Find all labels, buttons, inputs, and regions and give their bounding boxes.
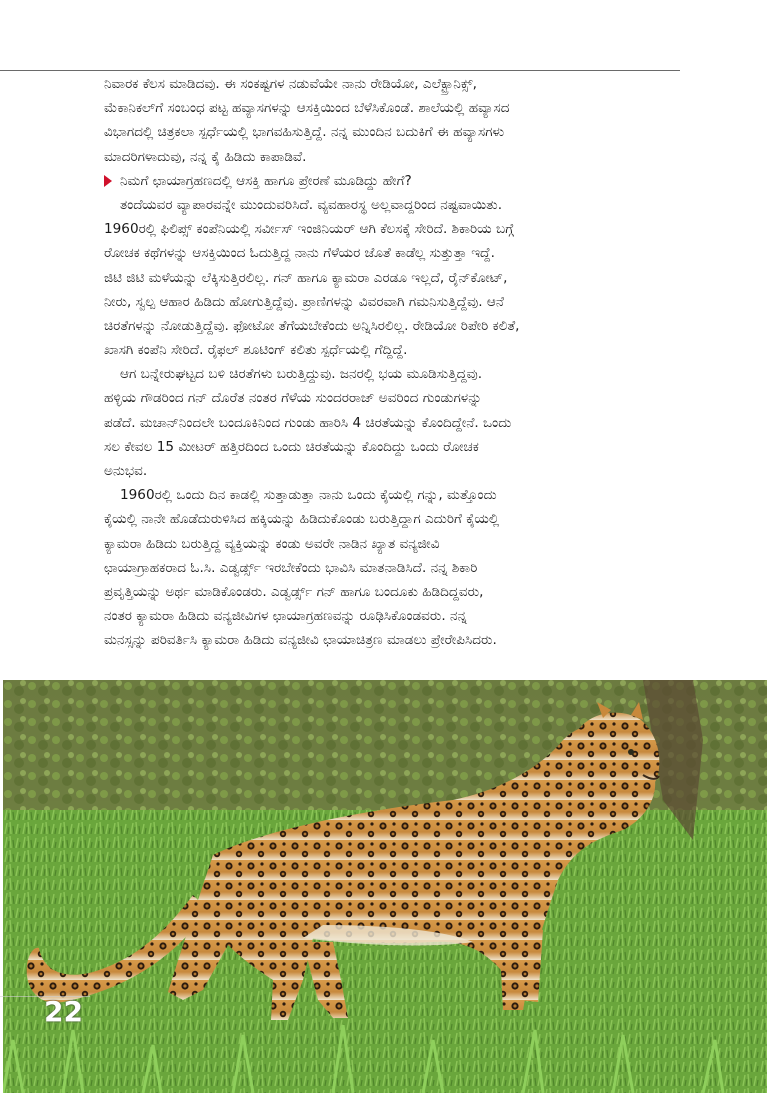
text-line: ನೀರು, ಸ್ವಲ್ಪ ಆಹಾರ ಹಿಡಿದು ಹೋಗುತ್ತಿದ್ದೆವು. ಪ್ರಾಣಿಗಳನ್ನು ವಿವರವಾಗಿ ಗಮನಿಸುತ್ತಿದ್ದೆವು. ಆನೆ [104, 293, 504, 310]
text-line: ಮೆಕಾನಿಕಲ್‌ಗೆ ಸಂಬಂಧ ಪಟ್ಟ ಹವ್ಯಾಸಗಳನ್ನು ಆಸಕ್ತಿಯಿಂದ ಬೆಳೆಸಿಕೊಂಡೆ. ಶಾಲೆಯಲ್ಲಿ ಹವ್ಯಾಸದ [104, 100, 510, 117]
text-line: ಪ್ರವೃತ್ತಿಯನ್ನು ಅರ್ಥ ಮಾಡಿಕೊಂಡರು. ಎಡ್ವರ್ಡ್ಸ್ ಗನ್ ಹಾಗೂ ಬಂದೂಕು ಹಿಡಿದಿದ್ದವರು, [104, 583, 484, 600]
header-rule [0, 70, 680, 71]
text-line: 1960ರಲ್ಲಿ ಫಿಲಿಪ್ಸ್ ಕಂಪೆನಿಯಲ್ಲಿ ಸರ್ವೀಸ್ ಇಂಜಿನಿಯರ್ ಆಗಿ ಕೆಲಸಕ್ಕೆ ಸೇರಿದೆ. ಶಿಕಾರಿಯ ಬಗ್ಗೆ [104, 221, 514, 238]
text-line: ಸಲ ಕೇವಲ 15 ಮೀಟರ್ ಹತ್ತಿರದಿಂದ ಒಂದು ಚಿರತೆಯನ್ನು ಕೊಂದಿದ್ದು ಒಂದು ರೋಚಕ [104, 438, 479, 455]
text-line: ಕೈಯಲ್ಲಿ ನಾನೇ ಹೊಡೆದುರುಳಿಸಿದ ಹಕ್ಕಿಯನ್ನು ಹಿಡಿದುಕೊಂಡು ಬರುತ್ತಿದ್ದಾಗ ಎದುರಿಗೆ ಕೈಯಲ್ಲಿ [104, 511, 500, 528]
text-line: ನಿವಾರಕ ಕೆಲಸ ಮಾಡಿದವು. ಈ ಸಂಕಷ್ಟಗಳ ನಡುವೆಯೇ ನಾನು ರೇಡಿಯೋ, ಎಲೆಕ್ಟ್ರಾನಿಕ್ಸ್, [104, 76, 477, 92]
text-line: ಖಾಸಗಿ ಕಂಪೆನಿ ಸೇರಿದೆ. ರೈಫಲ್ ಶೂಟಿಂಗ್ ಕಲಿತು ಸ್ಪರ್ಧೆಯಲ್ಲಿ ಗೆದ್ದಿದ್ದೆ. [104, 342, 408, 359]
text-line: ಮಾದರಿಗಳಾದುವು, ನನ್ನ ಕೈ ಹಿಡಿದು ಕಾಪಾಡಿವೆ. [104, 148, 307, 165]
text-line: ವಿಭಾಗದಲ್ಲಿ ಚಿತ್ರಕಲಾ ಸ್ಪರ್ಧೆಯಲ್ಲಿ ಭಾಗವಹಿಸುತ್ತಿದ್ದೆ. ನನ್ನ ಮುಂದಿನ ಬದುಕಿಗೆ ಈ ಹವ್ಯಾಸಗಳು [104, 124, 505, 141]
text-line: ನಂತರ ಕ್ಯಾಮರಾ ಹಿಡಿದು ವನ್ಯಜೀವಿಗಳ ಛಾಯಾಗ್ರಹಣವನ್ನು ರೂಢಿಸಿಕೊಂಡವರು. ನನ್ನ [104, 608, 467, 625]
text-line: ಚಿರತೆಗಳನ್ನು ನೋಡುತ್ತಿದ್ದೆವು. ಫೋಟೋ ತೆಗೆಯಬೇಕೆಂದು ಅನ್ನಿಸಿರಲಿಲ್ಲ. ರೇಡಿಯೋ ರಿಪೇರಿ ಕಲಿತೆ, [104, 317, 520, 334]
text-line: ಮನಸ್ಸನ್ನು ಪರಿವರ್ತಿಸಿ ಕ್ಯಾಮರಾ ಹಿಡಿದು ವನ್ಯಜೀವಿ ಛಾಯಾಚಿತ್ರಣ ಮಾಡಲು ಪ್ರೇರೇಪಿಸಿದರು. [104, 632, 497, 649]
text-line: ಹಳ್ಳಿಯ ಗೌಡರಿಂದ ಗನ್ ದೊರೆತ ನಂತರ ಗೆಳೆಯ ಸುಂದರರಾಜ್ ಅವರಿಂದ ಗುಂಡುಗಳನ್ನು [104, 390, 482, 407]
article-body [104, 72, 664, 653]
text-line: ಪಡೆದೆ. ಮಚಾನ್‌ನಿಂದಲೇ ಬಂದೂಕಿನಿಂದ ಗುಂಡು ಹಾರಿಸಿ 4 ಚಿರತೆಯನ್ನು ಕೊಂದಿದ್ದೇನೆ. ಒಂದು [104, 414, 512, 431]
text-line: ರೋಚಕ ಕಥೆಗಳನ್ನು ಆಸಕ್ತಿಯಿಂದ ಓದುತ್ತಿದ್ದ ನಾನು ಗೆಳೆಯರ ಜೊತೆ ಕಾಡೆಲ್ಲ ಸುತ್ತುತ್ತಾ ಇದ್ದೆ. [104, 245, 495, 262]
text-line: ತಂದೆಯವರ ವ್ಯಾಪಾರವನ್ನೇ ಮುಂದುವರಿಸಿದೆ. ವ್ಯವಹಾರಸ್ಥ ಅಲ್ಲವಾದ್ದರಿಂದ ನಷ್ಟವಾಯಿತು. [120, 196, 503, 213]
leopard-photo [3, 680, 767, 1093]
text-line: 1960ರಲ್ಲಿ ಒಂದು ದಿನ ಕಾಡಲ್ಲಿ ಸುತ್ತಾಡುತ್ತಾ ನಾನು ಒಂದು ಕೈಯಲ್ಲಿ ಗನ್ನು, ಮತ್ತೊಂದು [120, 487, 497, 504]
question-text: ನಿಮಗೆ ಛಾಯಾಗ್ರಹಣದಲ್ಲಿ ಆಸಕ್ತಿ ಹಾಗೂ ಪ್ರೇರಣೆ ಮೂಡಿದ್ದು ಹೇಗೆ? [120, 172, 412, 189]
triangle-bullet-icon [104, 175, 112, 187]
page-number: 22 [44, 995, 83, 1028]
text-line: ಕ್ಯಾಮರಾ ಹಿಡಿದು ಬರುತ್ತಿದ್ದ ವ್ಯಕ್ತಿಯನ್ನು ಕಂಡು ಅವರೇ ನಾಡಿನ ಖ್ಯಾತ ವನ್ಯಜೀವಿ [104, 535, 440, 552]
interview-question [104, 169, 664, 193]
leopard-illustration [3, 680, 767, 1093]
text-line: ಅನುಭವ. [104, 463, 148, 479]
text-line: ಜಿಟಿ ಜಿಟಿ ಮಳೆಯನ್ನು ಲೆಕ್ಕಿಸುತ್ತಿರಲಿಲ್ಲ. ಗನ್ ಹಾಗೂ ಕ್ಯಾಮರಾ ಎರಡೂ ಇಲ್ಲದೆ, ರೈನ್‌ಕೋಟ್, [104, 269, 508, 286]
text-line: ಛಾಯಾಗ್ರಾಹಕರಾದ ಓ.ಸಿ. ಎಡ್ವರ್ಡ್ಸ್ ಇರಬೇಕೆಂದು ಭಾವಿಸಿ ಮಾತನಾಡಿಸಿದೆ. ನನ್ನ ಶಿಕಾರಿ [104, 559, 478, 576]
text-line: ಆಗ ಬನ್ನೇರುಘಟ್ಟದ ಬಳಿ ಚಿರತೆಗಳು ಬರುತ್ತಿದ್ದುವು. ಜನರಲ್ಲಿ ಭಯ ಮೂಡಿಸುತ್ತಿದ್ದವು. [120, 366, 483, 383]
